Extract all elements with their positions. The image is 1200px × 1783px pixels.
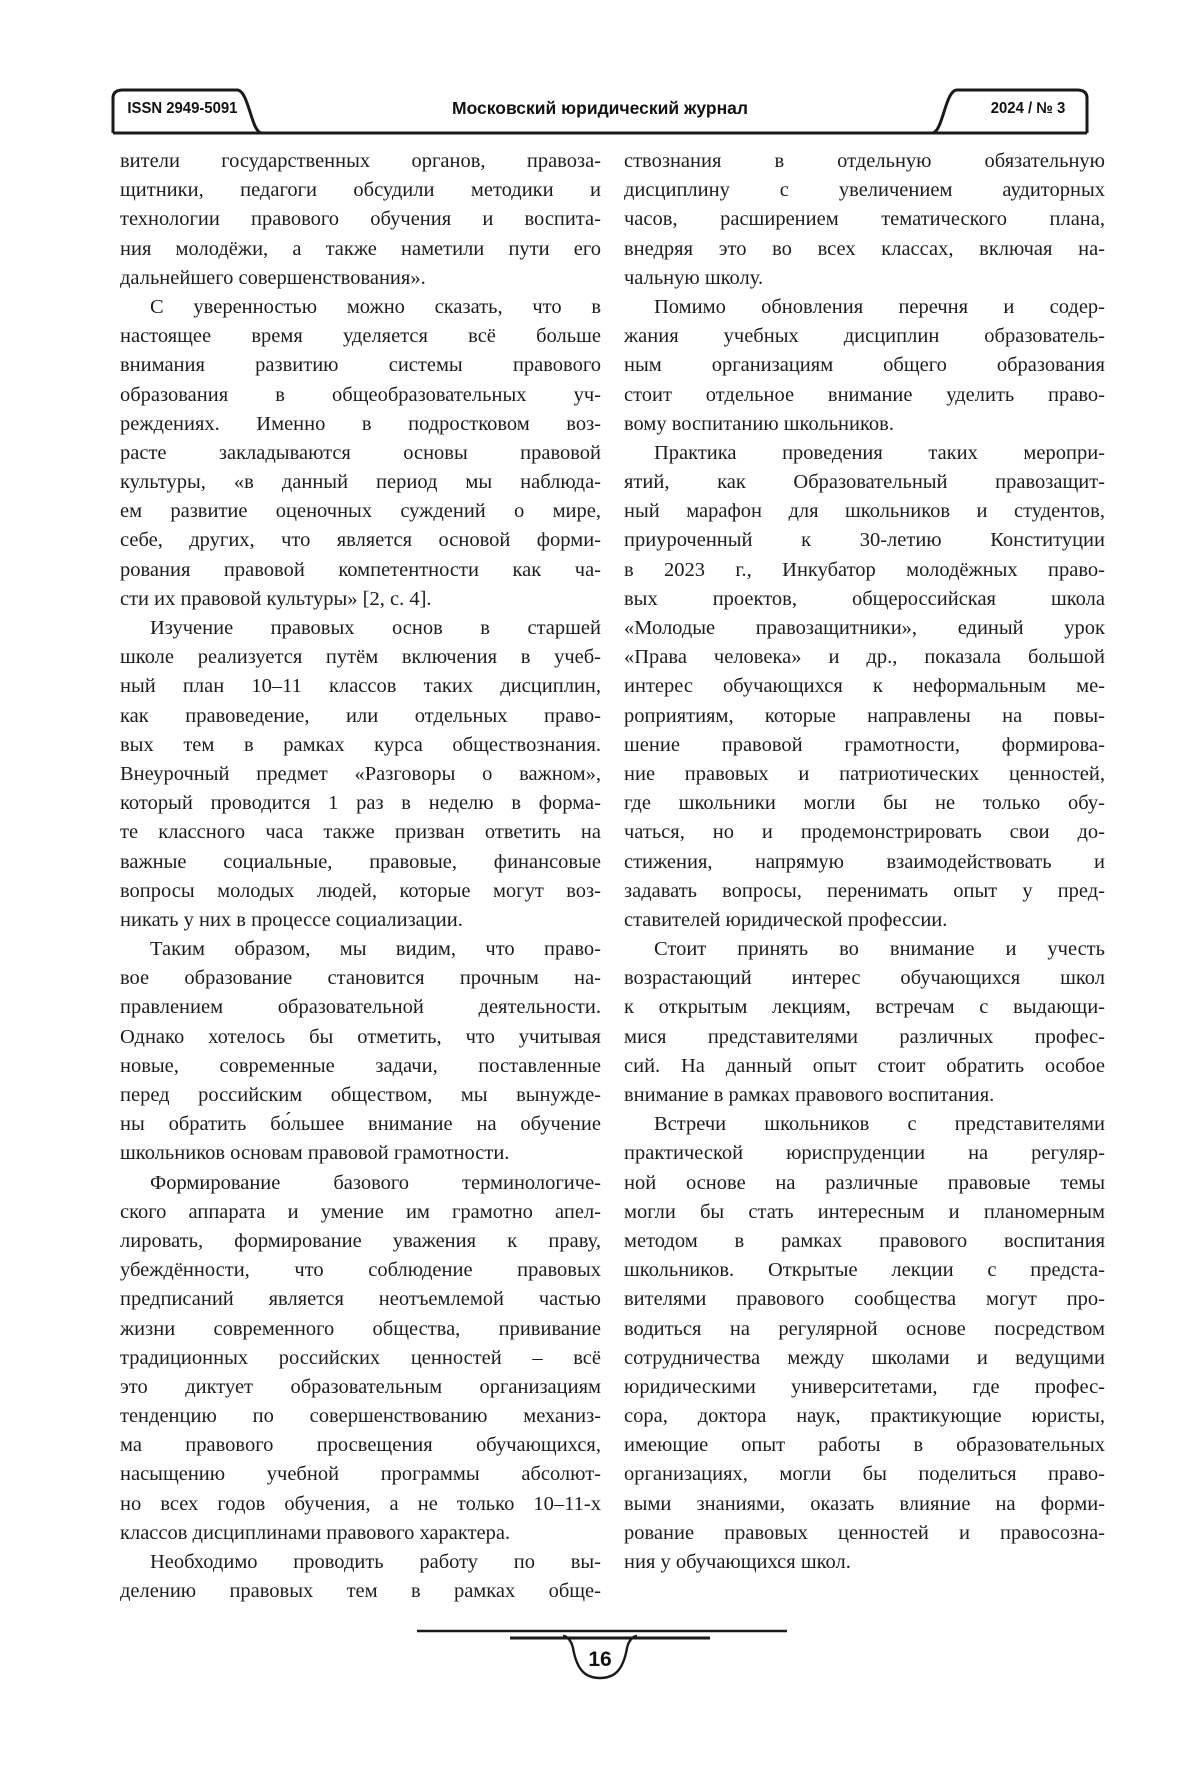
text-line: внимание в рамках правового воспитания. [624,1084,995,1106]
text-line: Необходимо проводить работу по вы- [150,1551,601,1573]
text-line: Стоит принять во внимание и учесть [654,938,1105,961]
text-line: мися представителями различных профес- [624,1025,1105,1048]
text-line: к открытым лекциям, встречам с выдающи- [624,996,1105,1019]
text-line: школьников основам правовой грамотности. [120,1142,510,1165]
text-line: новые, современные задачи, поставленные [120,1054,601,1077]
text-line: чаться, но и продемонстрировать свои до- [624,821,1105,844]
text-line: предписаний является неотъемлемой частью [120,1288,601,1311]
text-line: возрастающий интерес обучающихся школ [624,967,1105,990]
text-line: ным организациям общего образования [624,354,1105,377]
text-line: ный марафон для школьников и студентов, [624,500,1105,523]
text-line: методом в рамках правового воспитания [624,1229,1105,1252]
text-line: важные социальные, правовые, финансовые [120,850,601,873]
text-line: юридическими университетами, где профес- [624,1375,1105,1398]
text-line: ны обратить бо́льшее внимание на обучение [120,1113,601,1136]
text-line: внимания развитию системы правового [120,354,601,377]
text-line: жизни современного общества, прививание [120,1317,601,1340]
text-line: но всех годов обучения, а не только 10–11-х [120,1492,601,1515]
text-line: классов дисциплинами правового характера. [120,1521,511,1544]
text-line: водиться на регулярной основе посредством [624,1317,1105,1340]
text-column [120,147,601,1606]
text-column [624,147,1105,1606]
text-line: щитники, педагоги обсудили методики и [120,179,601,202]
text-line: сора, доктора наук, практикующие юристы, [624,1405,1105,1428]
text-line: ный план 10–11 классов таких дисциплин, [120,675,601,698]
text-line: жания учебных дисциплин образователь- [624,325,1105,348]
text-line: культуры, «в данный период мы наблюда- [120,471,601,494]
text-line: вители государственных органов, правоза- [120,150,601,172]
text-line: где школьники могли бы не только обу- [624,792,1105,815]
text-line: тенденцию по совершенствованию механиз- [120,1405,601,1428]
text-line: «Молодые правозащитники», единый урок [624,617,1105,639]
text-line: технологии правового обучения и воспита- [120,208,601,231]
text-line: роприятиям, которые направлены на повы- [624,704,1105,727]
text-line: вых проектов, общероссийская школа [624,587,1105,610]
text-line: Встречи школьников с представителями [654,1113,1105,1136]
text-line: школе реализуется путём включения в учеб- [120,646,601,669]
text-line: вых тем в рамках курса обществознания. [120,733,601,756]
text-line: Однако хотелось бы отметить, что учитывая [120,1025,601,1048]
article-body [120,147,1105,1606]
text-line: школьников. Открытые лекции с предста- [624,1259,1105,1282]
text-line: «Права человека» и др., показала большой [624,646,1105,669]
text-line: ной основе на различные правовые темы [624,1171,1105,1194]
text-line: ятий, как Образовательный правозащит- [624,471,1105,494]
text-line: ствознания в отдельную обязательную [624,150,1105,172]
text-line: расте закладываются основы правовой [120,441,601,464]
text-line: ского аппарата и умение им грамотно апел- [120,1200,601,1223]
text-line: ма правового просвещения обучающихся, [120,1434,601,1457]
text-line: насыщению учебной программы абсолют- [120,1463,601,1486]
text-line: интерес обучающихся к неформальным ме- [624,675,1105,698]
text-line: ния молодёжи, а также наметили пути его [120,237,601,260]
text-line: Формирование базового терминологиче- [150,1171,601,1194]
text-line: никать у них в процессе социализации. [120,908,463,931]
text-line: правлением образовательной деятельности. [120,996,601,1019]
text-line: стоит отдельное внимание уделить право- [624,383,1105,406]
text-line: Таким образом, мы видим, что право- [150,938,601,961]
text-line: ния у обучающихся школ. [624,1551,851,1573]
text-line: шение правовой грамотности, формирова- [624,733,1105,756]
text-line: традиционных российских ценностей – всё [120,1346,601,1369]
issue-label: 2024 / № 3 [990,100,1066,117]
text-line: сотрудничества между школами и ведущими [624,1346,1105,1369]
text-line: имеющие опыт работы в образовательных [624,1434,1105,1457]
text-line: дисциплину с увеличением аудиторных [624,179,1105,202]
text-line: рование правовых ценностей и правосозна- [624,1521,1105,1544]
text-line: сий. На данный опыт стоит обратить особое [624,1054,1105,1077]
text-line: сти их правовой культуры» [2, с. 4]. [120,587,432,610]
text-line: практической юриспруденции на регуляр- [624,1142,1105,1165]
text-line: могли бы стать интересным и планомерным [624,1200,1105,1223]
text-line: вому воспитанию школьников. [624,412,894,435]
text-line: дальнейшего совершенствования». [120,266,426,289]
text-line: реждениях. Именно в подростковом воз- [120,412,601,435]
text-line: делению правовых тем в рамках обще- [120,1580,601,1603]
text-line: организациях, могли бы поделиться право- [624,1463,1105,1486]
text-line: выми знаниями, оказать влияние на форми- [624,1492,1105,1515]
text-line: который проводится 1 раз в неделю в форма- [120,792,601,815]
issn-label: ISSN 2949-5091 [127,100,238,117]
text-line: часов, расширением тематического плана, [624,208,1105,231]
text-line: внедряя это во всех классах, включая на- [624,237,1105,260]
text-line: это диктует образовательным организациям [120,1375,601,1398]
text-line: чальную школу. [624,266,764,289]
text-line: Практика проведения таких меропри- [654,441,1105,464]
text-line: приуроченный к 30-летию Конституции [624,529,1105,552]
text-line: в 2023 г., Инкубатор молодёжных право- [624,558,1105,581]
text-line: лировать, формирование уважения к праву, [120,1229,601,1252]
text-line: вопросы молодых людей, которые могут воз- [120,879,601,902]
text-line: образования в общеобразовательных уч- [120,383,601,406]
text-line: вителями правового сообщества могут про- [624,1288,1105,1311]
text-line: вое образование становится прочным на- [120,967,601,990]
text-line: задавать вопросы, перенимать опыт у пред- [624,879,1105,902]
text-line: настоящее время уделяется всё больше [120,325,601,348]
text-line: рования правовой компетентности как ча- [120,558,601,581]
text-line: перед российским обществом, мы вынужде- [120,1084,601,1106]
text-line: убеждённости, что соблюдение правовых [120,1259,601,1282]
text-line: Внеурочный предмет «Разговоры о важном», [120,762,601,785]
text-line: Помимо обновления перечня и содер- [654,295,1105,318]
text-line: Изучение правовых основ в старшей [150,617,601,639]
text-line: ставителей юридической профессии. [624,908,948,931]
text-line: себе, других, что является основой форми- [120,529,601,552]
text-line: ем развитие оценочных суждений о мире, [120,500,601,523]
page-number: 16 [588,1648,612,1671]
journal-title: Московский юридический журнал [452,98,748,118]
text-line: С уверенностью можно сказать, что в [150,295,601,318]
text-line: как правоведение, или отдельных право- [120,704,601,727]
text-line: те классного часа также призван ответить на [120,821,601,844]
text-line: ние правовых и патриотических ценностей, [624,762,1105,785]
text-line: стижения, напрямую взаимодействовать и [624,850,1105,873]
